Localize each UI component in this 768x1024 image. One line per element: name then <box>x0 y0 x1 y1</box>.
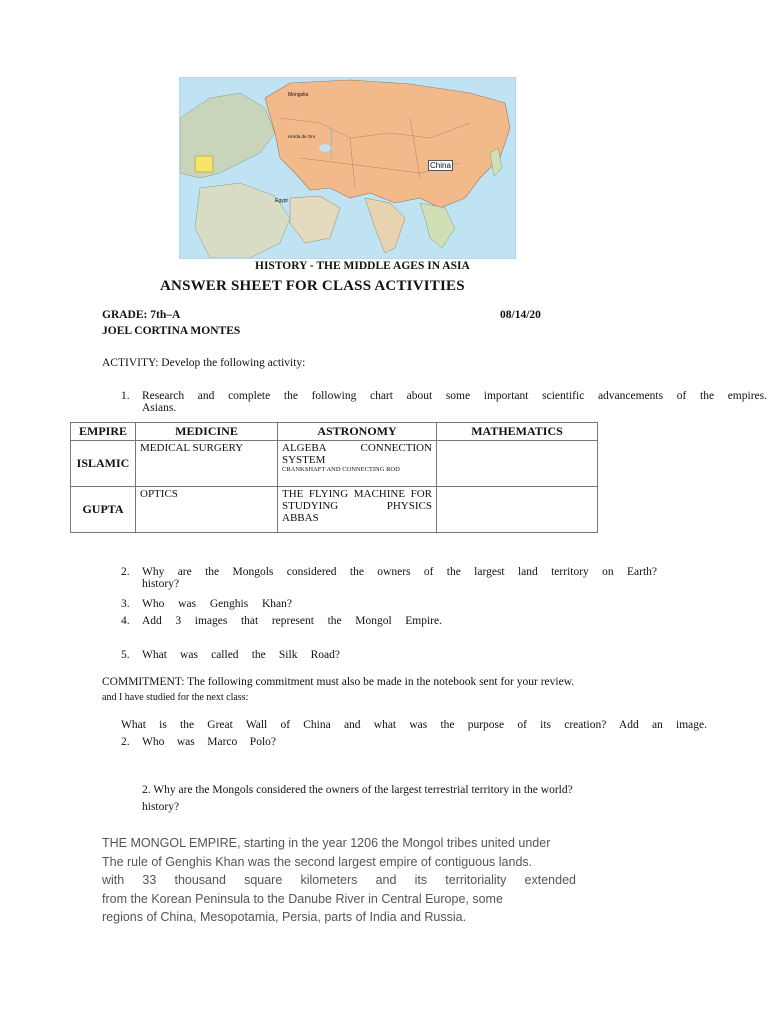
question-4 <box>121 615 445 627</box>
question-3-text: Who was Genghis Khan? <box>142 598 292 610</box>
answer-paragraph <box>102 834 584 927</box>
question-3-number: 3. <box>121 598 130 610</box>
advancements-chart <box>70 422 598 533</box>
chart-cell-astronomy-text: THE FLYING MACHINE FOR STUDYING PHYSICS <box>282 488 432 512</box>
question-2-text: Why are the Mongols considered the owners of the largest land territory on Earth? <box>142 566 657 578</box>
question-2-text-cont: history? <box>142 578 180 590</box>
chart-header-medicine: MEDICINE <box>136 423 278 441</box>
grade-label: GRADE: 7th–A <box>102 309 181 321</box>
question-4-number: 4. <box>121 615 130 627</box>
chart-cell-medicine: MEDICAL SURGERY <box>136 441 278 487</box>
commitment-subtext: and I have studied for the next class: <box>102 692 249 703</box>
question-3 <box>121 598 301 610</box>
chart-header-row <box>71 423 598 441</box>
map-svg <box>180 78 515 258</box>
chart-header-empire: EMPIRE <box>71 423 136 441</box>
chart-cell-mathematics <box>437 487 598 533</box>
answer-line: from the Korean Peninsula to the Danube River in Central Europe, some <box>102 891 503 906</box>
question-1-text-cont: Asians. <box>142 402 177 414</box>
chart-cell-empire: GUPTA <box>71 487 136 533</box>
chart-cell-astronomy <box>278 487 437 533</box>
answer-question-cont: history? <box>142 801 180 813</box>
map-image <box>179 77 516 259</box>
chart-cell-astronomy-note: ABBAS <box>282 512 319 524</box>
date-label: 08/14/20 <box>500 309 541 321</box>
commitment-item-2-number: 2. <box>121 736 130 748</box>
chart-cell-empire: ISLAMIC <box>71 441 136 487</box>
answer-line: The rule of Genghis Khan was the second largest empire of contiguous lands. <box>102 854 533 869</box>
page-title: ANSWER SHEET FOR CLASS ACTIVITIES <box>160 278 465 294</box>
commitment-item-2 <box>121 736 281 748</box>
map-label-horde: Horda de Oro <box>288 134 316 139</box>
chart-header-astronomy: ASTRONOMY <box>278 423 437 441</box>
question-2-number: 2. <box>121 566 130 578</box>
commitment-item-1: What is the Great Wall of China and what was the purpose of its creation? Add an image. <box>121 719 707 731</box>
question-1 <box>121 390 767 414</box>
answer-line: regions of China, Mesopotamia, Persia, parts of India and Russia. <box>102 910 467 924</box>
chart-cell-astronomy-note: CRANKSHAFT AND CONNECTING ROD <box>282 466 400 473</box>
question-5 <box>121 649 345 661</box>
chart-cell-mathematics <box>437 441 598 487</box>
answer-question: 2. Why are the Mongols considered the owners of the largest terrestrial territory in the world? <box>142 784 573 796</box>
student-name: JOEL CORTINA MONTES <box>102 325 241 337</box>
question-2 <box>121 566 657 590</box>
activity-intro: ACTIVITY: Develop the following activity: <box>102 357 306 369</box>
question-1-number: 1. <box>121 390 130 402</box>
answer-line: with 33 thousand square kilometers and its territoriality extended <box>102 873 576 887</box>
question-4-text: Add 3 images that represent the Mongol Empire. <box>142 615 442 627</box>
question-1-text: Research and complete the following chart about some important scientific advancements of the empires. <box>142 390 767 402</box>
commitment-item-2-text: Who was Marco Polo? <box>142 736 276 748</box>
question-5-text: What was called the Silk Road? <box>142 649 340 661</box>
subtitle: HISTORY - THE MIDDLE AGES IN ASIA <box>255 260 470 272</box>
chart-header-mathematics: MATHEMATICS <box>437 423 598 441</box>
chart-row <box>71 487 598 533</box>
answer-line: THE MONGOL EMPIRE, starting in the year 1206 the Mongol tribes united under <box>102 836 551 850</box>
chart-cell-astronomy <box>278 441 437 487</box>
map-label-egypt: Egypt <box>275 198 288 204</box>
chart-cell-astronomy-text: ALGEBA CONNECTION SYSTEM <box>282 442 432 466</box>
chart-cell-medicine: OPTICS <box>136 487 278 533</box>
commitment-text: COMMITMENT: The following commitment must also be made in the notebook sent for your review. <box>102 676 575 688</box>
map-label-mongolia: Mongolia <box>288 92 309 98</box>
map-label-china: China <box>430 161 451 170</box>
question-5-number: 5. <box>121 649 130 661</box>
chart-row <box>71 441 598 487</box>
